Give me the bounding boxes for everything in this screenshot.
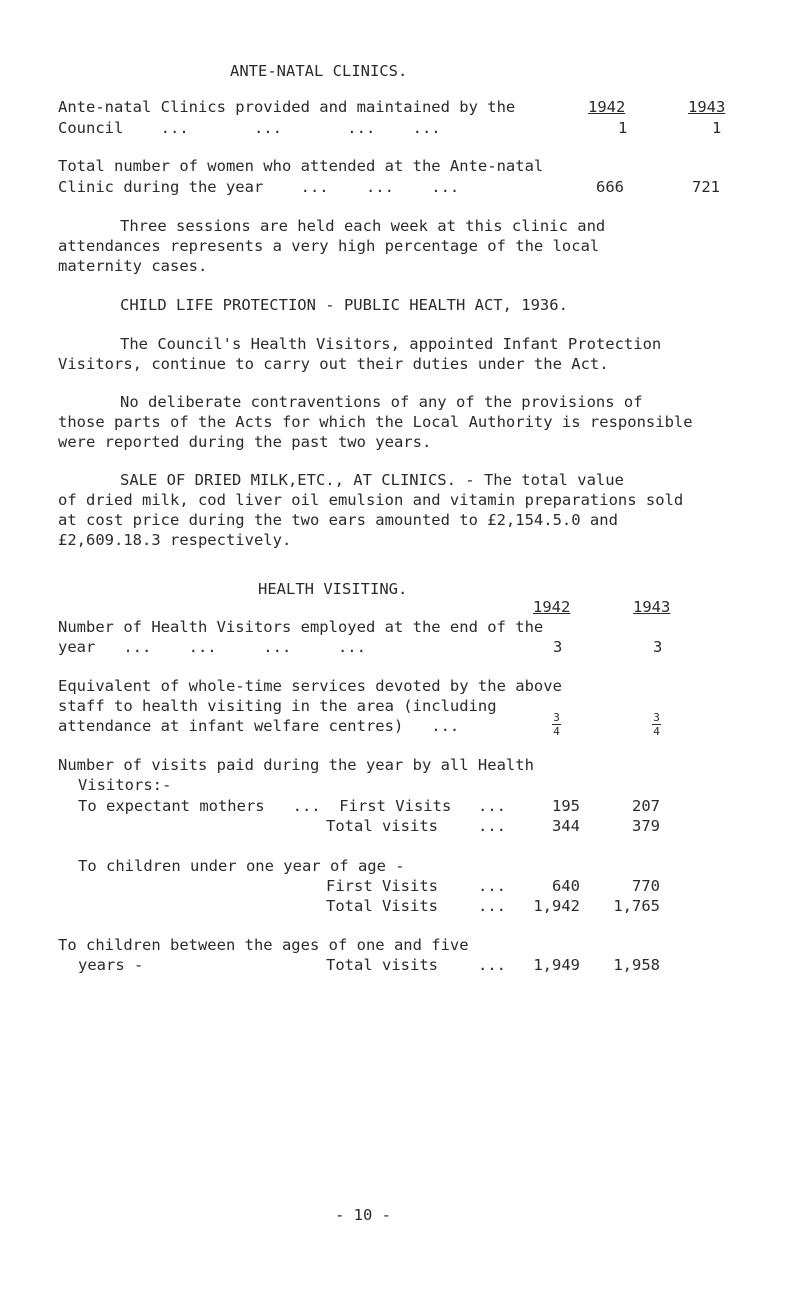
child-life-heading: CHILD LIFE PROTECTION - PUBLIC HEALTH ACT, 1936.	[120, 296, 568, 314]
sessions-line2: attendances represents a very high percentage of the local	[58, 237, 600, 255]
hv-col-header-1942: 1942	[533, 598, 571, 616]
attended-1942: 666	[596, 178, 624, 196]
equiv-1942-numerator: 3	[553, 711, 560, 724]
attended-label-line2: Clinic during the year ... ... ...	[58, 178, 460, 196]
under-one-total-1943: 1,765	[613, 897, 660, 915]
child-life-p2-line1: No deliberate contraventions of any of the provisions of	[120, 393, 643, 411]
visits-line1: Number of visits paid during the year by all Health	[58, 756, 534, 774]
expectant-total-1943: 379	[632, 817, 660, 835]
equiv-1942-denominator: 4	[553, 725, 560, 738]
one-five-line2: years -	[78, 956, 144, 974]
child-life-p2-line3: were reported during the past two years.	[58, 433, 432, 451]
page-number: - 10 -	[335, 1206, 391, 1224]
equiv-1942-fraction	[552, 712, 561, 737]
equiv-line2: staff to health visiting in the area (including	[58, 697, 497, 715]
child-life-p2-line2: those parts of the Acts for which the Local Authority is responsible	[58, 413, 693, 431]
dried-milk-line2: of dried milk, cod liver oil emulsion and vitamin preparations sold	[58, 491, 684, 509]
equiv-1943-denominator: 4	[653, 725, 660, 738]
child-life-p1-line2: Visitors, continue to carry out their duties under the Act.	[58, 355, 609, 373]
hv-col-header-1943: 1943	[633, 598, 671, 616]
under-one-total-1942: 1,942	[533, 897, 580, 915]
expectant-first-dots: ...	[478, 797, 506, 815]
one-five-total-1943: 1,958	[613, 956, 660, 974]
expectant-label: To expectant mothers ... First Visits	[78, 797, 452, 815]
provided-label-line1: Ante-natal Clinics provided and maintained by the	[58, 98, 516, 116]
under-one-first-label: First Visits	[326, 877, 438, 895]
expectant-total-dots: ...	[478, 817, 506, 835]
equiv-1943-numerator: 3	[653, 711, 660, 724]
page-title: ANTE-NATAL CLINICS.	[230, 62, 408, 80]
provided-1943: 1	[712, 119, 722, 137]
expectant-first-1943: 207	[632, 797, 660, 815]
under-one-total-dots: ...	[478, 897, 506, 915]
attended-label-line1: Total number of women who attended at the Ante-natal	[58, 157, 544, 175]
under-one-first-1943: 770	[632, 877, 660, 895]
under-one-first-dots: ...	[478, 877, 506, 895]
attended-1943: 721	[692, 178, 720, 196]
employed-1942: 3	[553, 638, 563, 656]
provided-label-line2: Council ... ... ... ...	[58, 119, 441, 137]
one-five-line1: To children between the ages of one and five	[58, 936, 469, 954]
one-five-total-dots: ...	[478, 956, 506, 974]
one-five-total-1942: 1,949	[533, 956, 580, 974]
equiv-1943-fraction	[652, 712, 661, 737]
child-life-p1-line1: The Council's Health Visitors, appointed Infant Protection	[120, 335, 662, 353]
under-one-first-1942: 640	[552, 877, 580, 895]
col-header-1943: 1943	[688, 98, 726, 116]
visits-line2: Visitors:-	[78, 776, 172, 794]
equiv-line1: Equivalent of whole-time services devoted by the above	[58, 677, 562, 695]
col-header-1942: 1942	[588, 98, 626, 116]
expectant-first-1942: 195	[552, 797, 580, 815]
one-five-total-label: Total visits	[326, 956, 438, 974]
dried-milk-line4: £2,609.18.3 respectively.	[58, 531, 292, 549]
equiv-line3: attendance at infant welfare centres) ...	[58, 717, 460, 735]
employed-line1: Number of Health Visitors employed at the end of the	[58, 618, 544, 636]
provided-1942: 1	[618, 119, 628, 137]
employed-1943: 3	[653, 638, 663, 656]
under-one-label: To children under one year of age -	[78, 857, 405, 875]
under-one-total-label: Total Visits	[326, 897, 438, 915]
expectant-total-1942: 344	[552, 817, 580, 835]
sessions-line3: maternity cases.	[58, 257, 208, 275]
employed-line2: year ... ... ... ...	[58, 638, 366, 656]
expectant-total-label: Total visits	[326, 817, 438, 835]
dried-milk-line1: SALE OF DRIED MILK,ETC., AT CLINICS. - The total value	[120, 471, 624, 489]
health-visiting-heading: HEALTH VISITING.	[258, 580, 408, 598]
dried-milk-line3: at cost price during the two ears amounted to £2,154.5.0 and	[58, 511, 618, 529]
sessions-line1: Three sessions are held each week at this clinic and	[120, 217, 606, 235]
